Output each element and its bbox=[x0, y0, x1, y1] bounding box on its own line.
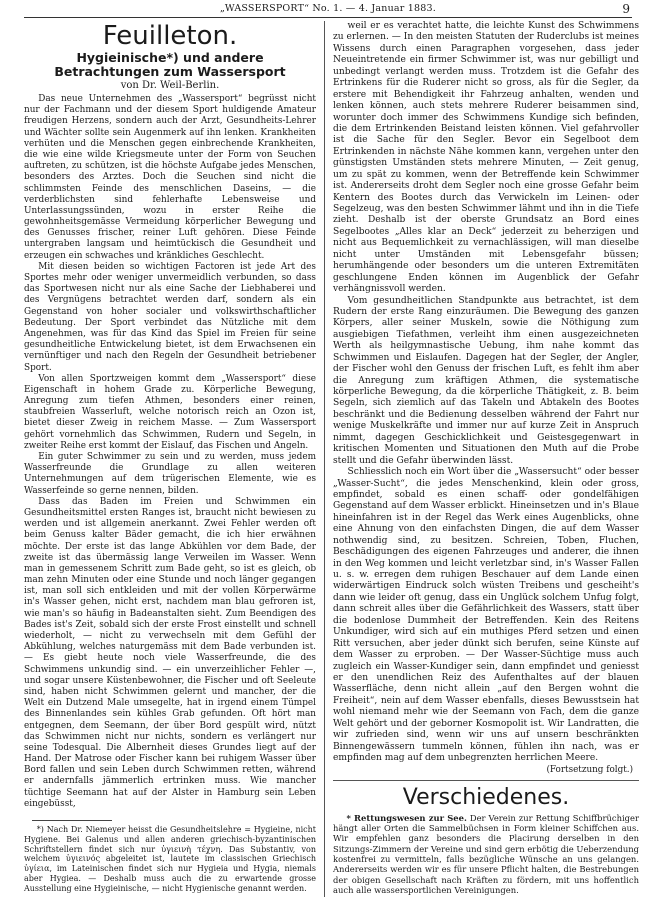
left-column bbox=[24, 21, 316, 897]
news-item bbox=[333, 813, 639, 895]
feuilleton-heading: Feuilleton. bbox=[102, 21, 238, 51]
article-paragraph: Das neue Unternehmen des „Wassersport“ begrüsst nicht nur der Fachmann und der diesem Sport huldigende Amateur freudigen Herzens, sondern auch der Arzt, Gesundheits-Lehrer und Wächter sollte sein Augenmerk auf ihn lenken. Krankheiten verhüten und die Menschen gegen einbrechende Krankheiten, die wie eine wilde Kriegsmeute unter der Form von Seuchen auftreten, zu schützen, ist die höchste Aufgabe jedes Menschen, besonders des Arztes. Doch die Seuchen sind nicht die schlimmsten Feinde des menschlichen Daseins, — die verderblichsten sind fehlerhafte Lebensweise und Unterlassungssünden, wozu in erster Reihe die gewohnheitsgemässe Vermeidung körperlicher Bewegung und des Genusses frischer, reiner Luft gehören. Diese Feinde untergraben langsam und heimtückisch die Gesundheit und erzeugen ein schwaches und kränkliches Geschlecht. bbox=[24, 94, 316, 261]
right-column bbox=[333, 21, 639, 897]
article-paragraph: Mit diesen beiden so wichtigen Factoren ist jede Art des Sportes mehr oder weniger unvermeidlich verbunden, so dass das Sportwesen nicht nur als eine Sache der Liebhaberei und des Vergnügens betrachtet werden darf, sondern als ein Gegenstand von hoher socialer und volkswirthschaftlicher Bedeutung. Der Sport verbindet das Nützliche mit dem Angenehmen, was für das Kind das Spiel im Freien für seine gesundheitliche Entwickelung bietet, ist dem Erwachsenen ein vernünftiger und nach den Regeln der Gesundheit betriebener Sport. bbox=[24, 261, 316, 373]
article-paragraph: weil er es verachtet hatte, die leichte Kunst des Schwimmens zu erlernen. — In den meisten Statuten der Ruderclubs ist meines Wissens durch einen Paragraphen vorgesehen, dass jeder Neueintretende ein firmer Schwimmer ist, was nur gebilligt und unbedingt verlangt werden muss. Trotzdem ist die Gefahr des Ertrinkens für die Ruderer nicht so gross, als für die Segler, da erstere mit Behendigkeit ihr Fahrzeug anhalten, wenden und lenken können, auch stets mehrere Ruderer beisammen sind, worunter doch immer des Schwimmens Kundige sich befinden, die dem Ertrinkenden Beistand leisten können. Viel gefahrvoller ist die Sache für den Segler. Bevor ein Segelboot dem Ertrinkenden in nächste Nähe kommen kann, vergehen unter den günstigsten Umständen stets mehrere Minuten, — Zeit genug, um zu spät zu kommen, wenn der Betreffende kein Schwimmer ist. Andererseits droht dem Segler noch eine grosse Gefahr beim Kentern des Bootes durch das Verwickeln im Leinen- oder Segelzeug, was den besten Schwimmer lähmt und ihn in die Tiefe zieht. Deshalb ist der oberste Grundsatz an Bord eines Segelbootes „Alles klar an Deck“ jederzeit zu beherzigen und nicht aus Bequemlichkeit zu vernachlässigen, will man dieselbe nicht unter Umständen mit Lebensgefahr büssen; herumhängende oder besonders um die unteren Extremitäten geschlungene Enden können im Augenblick der Gefahr verhängnissvoll werden. bbox=[333, 21, 639, 295]
article-paragraph: Vom gesundheitlichen Standpunkte aus betrachtet, ist dem Rudern der erste Rang einzuräumen. Die Bewegung des ganzen Körpers, aller seiner Muskeln, sowie die Nöthigung zum ausgiebigen Tiefathmen, verleiht ihm einen ausgezeichneten Werth als heilgymnastische Uebung, ihm nahe kommt das Schwimmen und Eislaufen. Dagegen hat der Segler, der Angler, der Fischer wohl den Genuss der frischen Luft, es fehlt ihm aber die Anregung zum kräftigen Athmen, die systematische körperliche Bewegung, da die körperliche Thätigkeit, z. B. beim Segeln, sich ziemlich auf das Takeln und Abtakeln des Bootes beschränkt und die Bedienung desselben während der Fahrt nur wenige Muskelkräfte und immer nur auf kurze Zeit in Anspruch nimmt, dagegen Geschicklichkeit und Geistesgegenwart in kritischen Momenten und Situationen den Muth auf die Probe stellt und die Gefahr überwinden lässt. bbox=[333, 295, 639, 466]
footnote-rule bbox=[32, 820, 112, 821]
news-item-heading: * Rettungswesen zur See. bbox=[346, 812, 467, 823]
continued-note: (Fortsetzung folgt.) bbox=[546, 765, 633, 776]
article-paragraph: Ein guter Schwimmer zu sein und zu werden, muss jedem Wasserfreunde die Grundlage zu allen weiteren Unternehmungen auf dem trügerischen Elemente, wie es Wasserfeinde so gerne nennen, bilden. bbox=[24, 452, 316, 496]
article-paragraph: Schliesslich noch ein Wort über die „Wassersucht“ oder besser „Wasser-Sucht“, die jedes Menschenkind, klein oder gross, empfindet, sobald es einen schaff- oder gondelfähigen Gegenstand auf dem Wasser erblickt. Hineinsetzen und in's Blaue hineinfahren ist in der Regel das Werk eines Augenblicks, ohne eine Ahnung von den einfachsten Dingen, die auf dem Wasser nothwendig sind, zu besitzen. Schreien, Toben, Fluchen, Beschädigungen des eigenen Fahrzeuges und anderer, die ihnen in den Weg kommen und leicht verletzbar sind, in's Wasser Fallen u. s. w. erregen dem ruhigen Beschauer auf dem Lande einen widerwärtigen Eindruck solch wüsten Treibens und gescheiht's dann wie leider oft genug, dass ein Unglück solchem Unfug folgt, dann schreit alles über die Gefährlichkeit des Wassers, statt über die bodenlose Dummheit der Betreffenden. Kein des Reitens Unkundiger, wird sich auf ein muthiges Pferd setzen und einen Ritt versuchen, aber jeder dünkt sich berufen, seine Künste auf dem Wasser zu erproben. — Der Wasser-Süchtige muss auch zugleich ein Wasser-Kundiger sein, dann empfindet und geniesst er den unendlichen Reiz des Aufenthaltes auf der blauen Wasserfläche, denn nicht allein „auf den Bergen wohnt die Freiheit“, nein auf dem Wasser ebenfalls, dieses Bewusstsein hat wohl niemand mehr wie der Seemann von Fach, dem die ganze Welt gehört und der geborner Kosmopolit ist. Wir Landratten, die wir zufrieden sind, wenn wir uns auf unsern beschränkten Binnengewässern tummeln können, fühlen ihn nach, was er empfinden mag auf dem unbegrenzten herrlichen Meere. bbox=[333, 467, 639, 763]
page-header bbox=[24, 2, 632, 17]
verschiedenes-heading: Verschiedenes. bbox=[402, 784, 570, 810]
column-divider bbox=[324, 21, 325, 897]
footnote: *) Nach Dr. Niemeyer heisst die Gesundheitslehre = Hygieine, nicht Hygiene. Bei Galenus und allen anderen griechisch-byzantinischen Schriftstellern findet sich nur ὑγιεινὴ τέχνη. Das Substantiv, von welchem ὑγιεινός abgeleitet ist, lautete im classischen Griechisch ὑγίεια, im Lateinischen findet sich nur Hygieia und Hygia, niemals aber Hygiea. — Deshalb muss auch die zu erwartende grosse Ausstellung eine Hygieinische, — nicht Hygienische genannt werden. bbox=[24, 825, 316, 893]
article-paragraph: Von allen Sportzweigen kommt dem „Wassersport“ diese Eigenschaft in hohem Grade zu. Körperliche Bewegung, Anregung zum tiefen Athmen, besonders einer reinen, staubfreien Wasserluft, welche notorisch reich an Ozon ist, bietet dieser Zweig in reichem Masse. — Zum Wassersport gehört vornehmlich das Schwimmen, Rudern und Segeln, in zweiter Reihe erst kommt der Eislauf, das Fischen und Angeln. bbox=[24, 373, 316, 451]
news-item-text: Der Verein zur Rettung Schiffbrüchiger hängt aller Orten die Sammelbüchsen in Form kleiner Schiffchen aus. Wir empfehlen ganz besonders die Placirung derselben in den Sitzungs-Zimmern der Vereine und sind gern erbötig die Ueberzendung kostenfrei zu vermitteln, falls bezügliche Wünsche an uns gelangen. Andererseits werden wir es für unsere Pflicht halten, die Bestrebungen der obigen Gesellschaft nach Kräften zu fördern, mit uns hoffentlich auch alle wassersportlichen Vereinigungen. bbox=[333, 812, 640, 895]
page-number: 9 bbox=[622, 2, 630, 16]
running-title: „WASSERSPORT“ No. 1. — 4. Januar 1883. bbox=[220, 3, 436, 14]
article-title: Hygieinische*) und andere Betrachtungen zum Wassersport bbox=[54, 50, 286, 79]
article-byline: von Dr. Weil-Berlin. bbox=[120, 80, 220, 91]
header-rule bbox=[24, 17, 632, 18]
article-paragraph: Dass das Baden im Freien und Schwimmen ein Gesundheitsmittel ersten Ranges ist, braucht nicht bewiesen zu werden und ist allgemein anerkannt. Zwei Fehler werden oft beim Genuss kalter Bäder gemacht, die ich hier erwähnen möchte. Der erste ist das lange Abkühlen vor dem Bade, der zweite ist das übermässig lange Verweilen im Wasser. Wenn man in gemessenem Schritt zum Bade geht, so ist es gleich, ob man zehn Minuten oder eine Stunde und noch länger gegangen ist, man soll sich entkleiden und mit der vollen Körperwärme in's Wasser gehen, nicht erst, nachdem man blau gefroren ist, wie man's so häufig in Badeanstalten sieht. Zum Beendigen des Bades ist's Zeit, sobald sich der erste Frost einstellt und schnell wiederholt, — nicht zu verwechseln mit dem Gefühl der Abkühlung, welches naturgemäss mit dem Bade verbunden ist. — Es giebt heute noch viele Wasserfreunde, die des Schwimmens unkundig sind. — ein unverzeihlicher Fehler —, und sogar unsere Küstenbewohner, die Fischer und oft Seeleute sind, haben nicht Schwimmen gelernt und mancher, der die Welt ein Dutzend Male umsegelte, hat in irgend einem Tümpel des Binnenlandes sein kühles Grab gefunden. Oft hört man entgegnen, dem Seemann, der über Bord gespült wird, nützt das Schwimmen nicht nur nichts, sondern es verlängert nur seine Todesqual. Die Albernheit dieses Grundes liegt auf der Hand. Der Matrose oder Fischer kann bei ruhigem Wasser über Bord fallen und sein Leben durch Schwimmen retten, während er andernfalls jämmerlich ertrinken muss. Wie mancher tüchtige Seemann hat auf der Alster in Hamburg sein Leben eingebüsst, bbox=[24, 496, 316, 809]
section-rule bbox=[333, 780, 639, 781]
